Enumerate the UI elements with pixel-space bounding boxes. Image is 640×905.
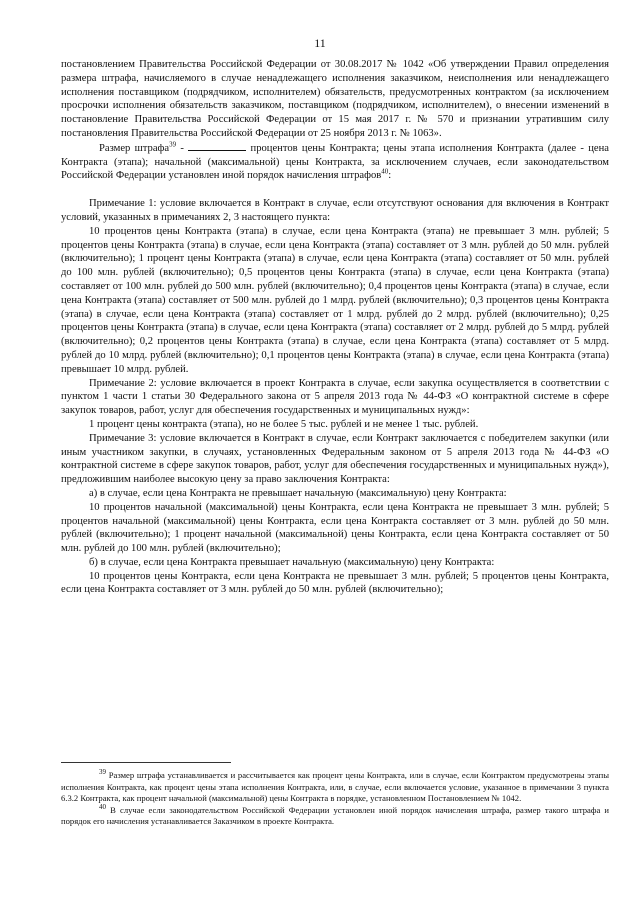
footnotes bbox=[61, 770, 609, 828]
note-1: Примечание 1: условие включается в Контракт в случае, если отсутствуют основания для включения в Контракт условий, указанных в примечаниях 2, 3 настоящего пункта: bbox=[61, 198, 609, 223]
note-2-text: 1 процент цены контракта (этапа), но не более 5 тыс. рублей и не менее 1 тыс. рублей. bbox=[89, 418, 479, 430]
paragraph-fine-size bbox=[61, 141, 609, 183]
footnote-ref-40[interactable]: 40 bbox=[381, 167, 389, 176]
footnote-39 bbox=[61, 770, 609, 805]
fine-dash: - bbox=[176, 142, 189, 154]
spacer bbox=[61, 183, 609, 197]
case-a-text: 10 процентов начальной (максимальной) цены Контракта, если цена Контракта не превышает 3 млн. рублей; 5 процентов начальной (максимальной) цены Контракта, если цена Контракта составляет от 3 млн. рублей до 50 млн. рублей (включительно); 1 процент начальной (максимальной) цены Контракта, если цена Контракта составляет от 50 млн. рублей до 100 млн. рублей (включительно); bbox=[61, 501, 609, 555]
document-body bbox=[61, 58, 609, 597]
fine-size-label: Размер штрафа bbox=[99, 142, 170, 154]
footnote-divider bbox=[61, 762, 231, 763]
footnote-40 bbox=[61, 802, 609, 828]
case-b-text: 10 процентов цены Контракта, если цена Контракта не превышает 3 млн. рублей; 5 процентов цены Контракта, если цена Контракта составляет от 3 млн. рублей до 50 млн. рублей (включительно); bbox=[61, 570, 609, 596]
footnote-ref-39[interactable]: 39 bbox=[169, 140, 177, 149]
page-number: 11 bbox=[314, 36, 326, 50]
footnote-mark: 39 bbox=[99, 768, 106, 777]
note-2: Примечание 2: условие включается в проект Контракта в случае, если закупка осуществляется в соответствии с пунктом 1 части 1 статьи 30 Федерального закона от 5 апреля 2013 года № 44-ФЗ «О контрактной системе в сфере закупок товаров, работ, услуг для обеспечения государственных и муниципальных нужд»: bbox=[61, 377, 609, 417]
fine-size-end: : bbox=[388, 170, 392, 182]
case-a: а) в случае, если цена Контракта не превышает начальную (максимальную) цену Контракта: bbox=[89, 487, 507, 499]
footnote-text: В случае если законодательством Российской Федерации установлен иной порядок начисления штрафа, размер такого штрафа и порядок его начисления устанавливается Заказчиком в проекте Контракта. bbox=[61, 804, 609, 827]
fill-in-blank bbox=[188, 141, 246, 151]
note-3: Примечание 3: условие включается в Контракт в случае, если Контракт заключается с победителем закупки (или иным участником закупки, в случаях, установленных Федеральным законом от 5 апреля 2013 года № 44-ФЗ «О контрактной системе в сфере закупок товаров, работ, услуг для обеспечения государственных и муниципальных нужд»), предложившим наиболее высокую цену за право заключения Контракта: bbox=[61, 432, 609, 486]
fine-size-text: процентов цены Контракта; цены этапа исполнения Контракта (далее - цена Контракта (этапа); начальной (максимальной) цены Контракта, за исключением случаев, если законодательством Российской Федерации установлен иной порядок начисления штрафов bbox=[61, 142, 609, 182]
footnote-mark: 40 bbox=[99, 802, 106, 811]
paragraph-regulation: постановлением Правительства Российской Федерации от 30.08.2017 № 1042 «Об утверждении Правил определения размера штрафа, начисляемого в случае ненадлежащего исполнения заказчиком, неисполнения или ненадлежащего исполнения поставщиком (подрядчиком, исполнителем) обязательств, предусмотренных контрактом (за исключением просрочки исполнения обязательств заказчиком, поставщиком (подрядчиком, исполнителем), о внесении изменений в постановление Правительства Российской Федерации от 15 мая 2017 г. № 570 и признании утратившим силу постановления Правительства Российской Федерации от 25 ноября 2013 г. № 1063». bbox=[61, 59, 609, 139]
footnote-text: Размер штрафа устанавливается и рассчитывается как процент цены Контракта, или в случае, если Контрактом предусмотрены этапы исполнения Контракта, как процент цены этапа исполнения Контракта, или, в случае, если включается условие, указанное в примечании 3 пункта 6.3.2 Контракта, как процент начальной (максимальной) цены Контракта в порядке, установленном Постановлением № 1042. bbox=[61, 770, 609, 804]
case-b: б) в случае, если цена Контракта превышает начальную (максимальную) цену Контракта: bbox=[89, 556, 495, 568]
note-1-text: 10 процентов цены Контракта (этапа) в случае, если цена Контракта (этапа) не превышает 3 млн. рублей; 5 процентов цены Контракта (этапа) в случае, если цена Контракта (этапа) составляет от 3 млн. рублей до 50 млн. рублей (включительно); 1 процент цены Контракта (этапа) в случае, если цена Контракта (этапа) составляет от 50 млн. рублей до 100 млн. рублей (включительно); 0,5 процентов цены Контракта (этапа) в случае, если цена Контракта (этапа) составляет от 100 млн. рублей до 500 млн. рублей (включительно); 0,4 процентов цены Контракта (этапа) в случае, если цена Контракта (этапа) составляет от 500 млн. рублей до 1 млрд. рублей (включительно); 0,3 процентов цены Контракта (этапа) в случае, если цена Контракта (этапа) составляет от 1 млрд. рублей до 2 млрд. рублей (включительно); 0,25 процентов цены Контракта (этапа) в случае, если цена Контракта (этапа) составляет от 2 млрд. рублей до 5 млрд. рублей (включительно); 0,2 процентов цены Контракта (этапа) в случае, если цена Контракта (этапа) составляет от 5 млрд. рублей до 10 млрд. рублей (включительно); 0,1 процентов цены Контракта (этапа) в случае, если цена Контракта (этапа) превышает 10 млрд. рублей. bbox=[61, 225, 609, 375]
